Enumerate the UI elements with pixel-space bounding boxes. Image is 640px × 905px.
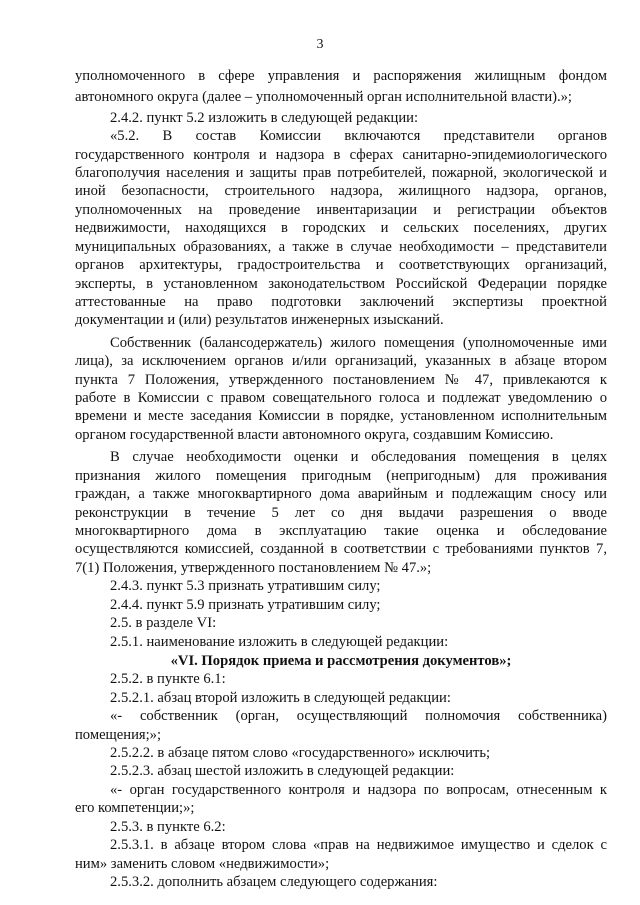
text-line: работе в Комиссии с правом совещательного голоса и подлежат уведомлению о <box>75 390 607 407</box>
text-line: «- собственник (орган, осуществляющий полномочия собственника) <box>110 708 607 725</box>
text-line: 2.4.2. пункт 5.2 изложить в следующей редакции: <box>110 109 419 126</box>
text-line: 2.5.2.2. в абзаце пятом слово «государственного» исключить; <box>110 745 491 762</box>
text-line: осуществляются комиссией, созданной в соответствии с требованиями пунктов 7, <box>75 541 607 558</box>
text-line: 2.4.3. пункт 5.3 признать утратившим силу; <box>110 578 381 595</box>
text-line: многоквартирного дома в эксплуатацию такие оценка и обследование <box>75 522 607 539</box>
text-line: благополучия населения и защиты прав потребителей, пожарной, экологической и <box>75 165 607 181</box>
text-line: 2.5.2.1. абзац второй изложить в следующей редакции: <box>110 689 451 706</box>
text-line: 2.5.1. наименование изложить в следующей редакции: <box>110 633 449 650</box>
text-line: 7(1) Положения, утвержденного постановлением № 47.»; <box>75 559 432 576</box>
text-line: признания жилого помещения пригодным (непригодным) для проживания <box>75 467 607 484</box>
text-line: уполномоченных на проведение инвентаризации и регистрации объектов <box>75 201 607 218</box>
text-line: 2.5.2.3. абзац шестой изложить в следующей редакции: <box>110 763 455 780</box>
text-line: муниципальных образованиях, а также в случае необходимости – представители <box>75 238 607 255</box>
text-line: его компетенции;»; <box>75 800 195 817</box>
text-line: В случае необходимости оценки и обследования помещения в целях <box>110 449 607 466</box>
text-line: 2.5.3.2. дополнить абзацем следующего содержания: <box>110 874 438 891</box>
text-line: 2.5.3.1. в абзаце втором слова «прав на недвижимое имущество и сделок с <box>110 837 607 854</box>
text-line: автономного округа (далее – уполномоченный орган исполнительной власти).»; <box>75 89 572 106</box>
text-line: «VI. Порядок приема и рассмотрения документов»; <box>170 652 512 669</box>
text-line: реконструкции в течение 5 лет со дня выдачи разрешения о вводе <box>75 504 607 521</box>
text-line: лица), за исключением органов и/или организаций, указанных в абзаце втором <box>75 353 607 370</box>
text-line: пункта 7 Положения, утвержденного постановлением № 47, привлекаются к <box>75 371 607 388</box>
text-line: органом государственной власти автономного округа, создавшим Комиссию. <box>75 426 554 443</box>
text-line: помещения;»; <box>75 726 161 743</box>
text-line: государственного контроля и надзора в сферах санитарно-эпидемиологического <box>75 146 607 163</box>
text-line: документации и (или) результатов инженерных изысканий. <box>75 312 444 329</box>
text-line: «5.2. В состав Комиссии включаются представители органов <box>110 128 607 145</box>
text-line: органов архитектуры, градостроительства и соответствующих организаций, <box>75 257 607 274</box>
text-line: Собственник (балансодержатель) жилого помещения (уполномоченные ими <box>110 334 607 351</box>
text-line: «- орган государственного контроля и надзора по вопросам, отнесенным к <box>110 781 607 798</box>
text-line: 2.5. в разделе VI: <box>110 615 217 632</box>
text-line: 2.5.2. в пункте 6.1: <box>110 671 226 688</box>
text-line: недвижимости, находящихся в городских и сельских поселениях, других <box>75 220 607 237</box>
text-line: времени и месте заседания Комиссии в порядке, установленном исполнительным <box>75 408 607 425</box>
text-line: эксперты, в установленном законодательством Российской Федерации порядке <box>75 275 607 292</box>
text-line: иной безопасности, строительного надзора, жилищного надзора, органов, <box>75 183 607 200</box>
text-line: 2.4.4. пункт 5.9 признать утратившим силу; <box>110 596 381 613</box>
text-line: 2.5.3. в пункте 6.2: <box>110 818 226 835</box>
text-line: уполномоченного в сфере управления и распоряжения жилищным фондом <box>75 68 607 84</box>
text-line: аттестованные на право подготовки заключений экспертизы проектной <box>75 294 607 310</box>
text-line: граждан, а также многоквартирного дома аварийным и подлежащим сносу или <box>75 486 607 503</box>
text-line: ним» заменить словом «недвижимости»; <box>75 855 330 872</box>
page-number: 3 <box>316 37 324 52</box>
